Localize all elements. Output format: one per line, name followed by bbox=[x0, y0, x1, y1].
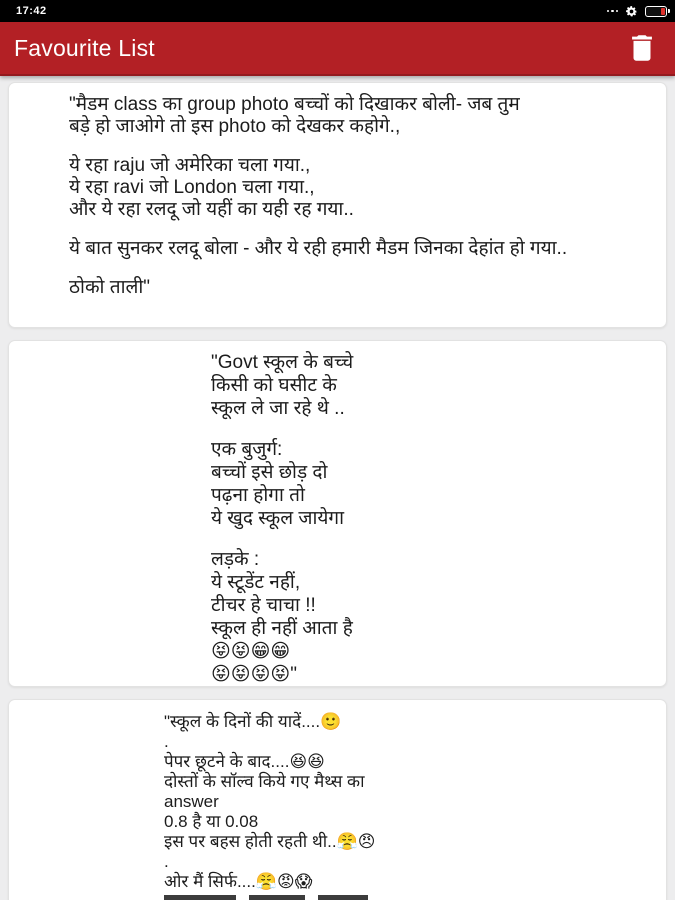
joke-line: इस पर बहस होती रहती थी..😤😠 bbox=[164, 832, 376, 851]
joke-line: पढ़ना होगा तो bbox=[211, 485, 305, 506]
joke-line: स्कूल ही नहीं आता है bbox=[211, 618, 353, 639]
joke-line: स्कूल ले जा रहे थे .. bbox=[211, 398, 345, 419]
joke-line: answer bbox=[164, 792, 219, 811]
joke-line: ये रहा ravi जो London चला गया., bbox=[69, 177, 315, 198]
joke-line: बच्चों इसे छोड़ दो bbox=[211, 462, 328, 483]
joke-line: "स्कूल के दिनों की यादें....🙂 bbox=[164, 712, 342, 731]
overflow-dots-icon bbox=[607, 10, 619, 13]
joke-card-1[interactable] bbox=[8, 82, 667, 328]
joke-line: टीचर हे चाचा !! bbox=[211, 595, 316, 616]
joke-line: . bbox=[164, 732, 169, 751]
joke-line: किसी को घसीट के bbox=[211, 375, 337, 396]
joke-line: ये बात सुनकर रलदू बोला - और ये रही हमारी मैडम जिनका देहांत हो गया.. bbox=[69, 238, 568, 259]
battery-icon bbox=[645, 6, 667, 17]
status-bar bbox=[0, 0, 675, 22]
joke-card-3[interactable] bbox=[8, 699, 667, 900]
joke-line: ये स्टूडेंट नहीं, bbox=[211, 572, 301, 593]
joke-line: . bbox=[164, 852, 169, 871]
emoji-line: 😝😝😝😝" bbox=[211, 664, 297, 685]
joke-line: "मैडम class का group photo बच्चों को दिखाकर बोली- जब तुम bbox=[69, 94, 520, 115]
favourite-list bbox=[0, 76, 675, 900]
joke-line: पेपर छूटने के बाद....😆😆 bbox=[164, 752, 325, 771]
joke-line: ओर मैं सिर्फ....😤😡😱 bbox=[164, 872, 313, 891]
joke-line: लड़के : bbox=[211, 549, 260, 570]
truncated-line bbox=[164, 895, 656, 900]
joke-line: ये रहा raju जो अमेरिका चला गया., bbox=[69, 155, 311, 176]
joke-line: ये खुद स्कूल जायेगा bbox=[211, 508, 345, 529]
joke-line: बड़े हो जाओगे तो इस photo को देखकर कहोगे., bbox=[69, 116, 401, 137]
joke-line: "Govt स्कूल के बच्चे bbox=[211, 352, 354, 373]
gear-icon bbox=[625, 5, 638, 18]
joke-line: 0.8 है या 0.08 bbox=[164, 812, 259, 831]
joke-line: दोस्तों के सॉल्व किये गए मैथ्स का bbox=[164, 772, 365, 791]
joke-line: एक बुजुर्ग: bbox=[211, 439, 283, 460]
clock-text: 17:42 bbox=[16, 5, 47, 17]
joke-line: और ये रहा रलदू जो यहीं का यही रह गया.. bbox=[69, 199, 354, 220]
app-bar bbox=[0, 22, 675, 76]
delete-trash-icon[interactable] bbox=[625, 30, 659, 66]
joke-card-2[interactable] bbox=[8, 340, 667, 687]
emoji-line: 😝😝😁😁 bbox=[211, 641, 291, 662]
page-title: Favourite List bbox=[14, 34, 155, 61]
joke-line: ठोको ताली" bbox=[69, 277, 151, 298]
